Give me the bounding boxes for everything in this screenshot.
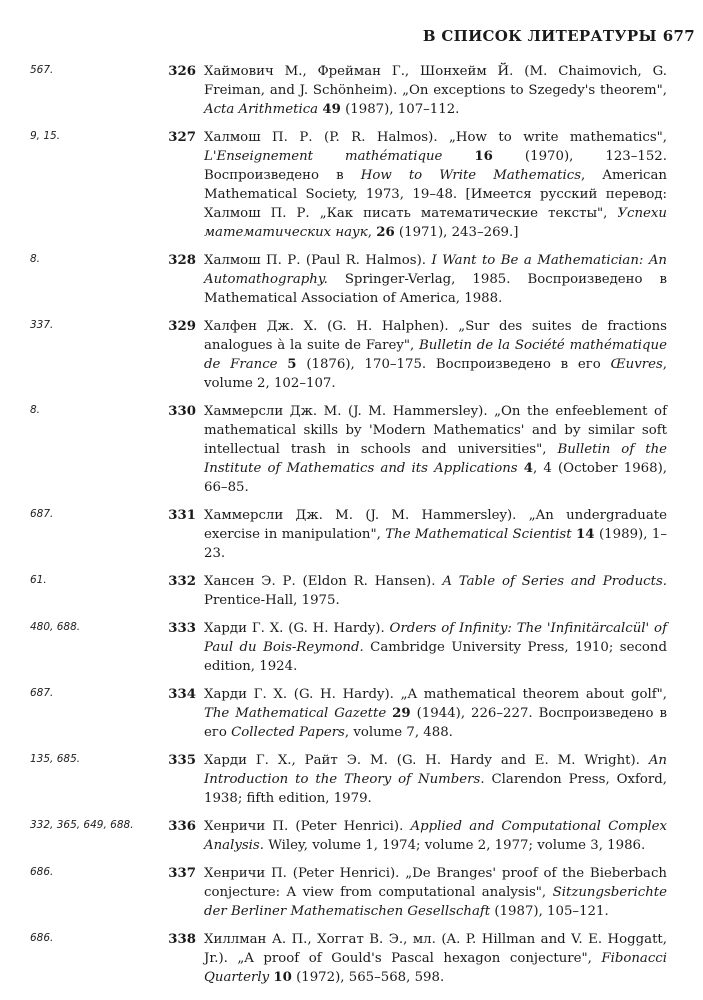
entry-text: Хенричи П. (Peter Henrici). Applied and Computational Complex Analysis. Wiley, volume 1, 1974; volume 2, 1977; volume 3, 1986. [204, 819, 667, 853]
entry-text: Хаймович М., Фрейман Г., Шонхейм Й. (M. Chaimovich, G. Freiman, and J. Schönheim). „On exceptions to Szegedy's theorem", Acta Arithmetica 49 (1987), 107–112. [204, 64, 667, 117]
running-head [423, 27, 695, 45]
entry-number: 328 [168, 253, 196, 268]
entry-number: 335 [168, 753, 196, 768]
entry-number: 337 [168, 866, 196, 881]
entry-text: Халфен Дж. Х. (G. H. Halphen). „Sur des suites de fractions analogues à la suite de Farey", Bulletin de la Société mathématique de France 5 (1876), 170–175. Воспроизведено в его Œuvres, volume 2, 102–107. [204, 319, 667, 391]
entry-number: 329 [168, 319, 196, 334]
cited-pages: 686. [30, 866, 54, 878]
cited-pages: 8. [30, 404, 41, 416]
cited-pages: 9, 15. [30, 130, 61, 142]
entry-text: Харди Г. Х. (G. H. Hardy). Orders of Infinity: The 'Infinitärcalcül' of Paul du Bois-Reymond. Cambridge University Press, 1910; second edition, 1924. [204, 621, 667, 674]
entry-text: Хенричи П. (Peter Henrici). „De Branges' proof of the Bieberbach conjecture: A view from computational analysis", Sitzungsberichte der Berliner Mathematischen Gesellschaft (1987), 105–121. [204, 866, 667, 919]
cited-pages: 687. [30, 508, 54, 520]
entry-text: Халмош П. Р. (Paul R. Halmos). I Want to Be a Mathematician: An Automathography. Springer-Verlag, 1985. Воспроизведено в Mathematical Association of America, 1988. [204, 253, 667, 306]
bib-entry-335 [0, 751, 703, 808]
cited-pages: 686. [30, 932, 54, 944]
cited-pages: 8. [30, 253, 41, 265]
entry-number: 338 [168, 932, 196, 947]
page-number: 677 [662, 27, 695, 45]
entry-text: Харди Г. Х. (G. H. Hardy). „A mathematical theorem about golf", The Mathematical Gazette 29 (1944), 226–227. Воспроизведено в его Collected Papers, volume 7, 488. [204, 687, 667, 740]
entry-number: 326 [168, 64, 196, 79]
cited-pages: 61. [30, 574, 47, 586]
entry-text: Халмош П. Р. (P. R. Halmos). „How to write mathematics", L'Enseignement mathématique 16 (1970), 123–152. Воспроизведено в How to Write Mathematics, American Mathematical Society, 1973, 19–48. [Имеется русский перевод: Халмош П. Р. „Как писать математические тексты", Успехи математических наук, 26 (1971), 243–269.] [204, 130, 667, 240]
entry-number: 334 [168, 687, 196, 702]
entry-text: Хаммерсли Дж. М. (J. M. Hammersley). „An undergraduate exercise in manipulation", The Mathematical Scientist 14 (1989), 1–23. [204, 508, 667, 561]
entry-text: Харди Г. Х., Райт Э. М. (G. H. Hardy and E. M. Wright). An Introduction to the Theory of Numbers. Clarendon Press, Oxford, 1938; fifth edition, 1979. [204, 753, 667, 806]
cited-pages: 480, 688. [30, 621, 81, 633]
entry-text: Хансен Э. Р. (Eldon R. Hansen). A Table of Series and Products. Prentice-Hall, 1975. [204, 574, 668, 608]
cited-pages: 135, 685. [30, 753, 81, 765]
entry-number: 331 [168, 508, 196, 523]
cited-pages: 337. [30, 319, 54, 331]
bib-entry-328 [0, 251, 703, 308]
bib-entry-334 [0, 685, 703, 742]
bib-entry-337 [0, 864, 703, 921]
entry-number: 332 [168, 574, 196, 589]
entry-text: Хаммерсли Дж. М. (J. M. Hammersley). „On the enfeeblement of mathematical skills by 'Modern Mathematics' and by similar soft intellectual trash in schools and universities", Bulletin of the Institute of Mathematics and its Applications 4, 4 (October 1968), 66–85. [204, 404, 667, 495]
bib-entry-329 [0, 317, 703, 393]
bib-entry-330 [0, 402, 703, 497]
entry-number: 333 [168, 621, 196, 636]
entry-number: 330 [168, 404, 196, 419]
bib-entry-336 [0, 817, 703, 855]
entry-text: Хиллман А. П., Хоггат В. Э., мл. (A. P. Hillman and V. E. Hoggatt, Jr.). „A proof of Gould's Pascal hexagon conjecture", Fibonacci Quarterly 10 (1972), 565–568, 598. [204, 932, 667, 985]
cited-pages: 332, 365, 649, 688. [30, 819, 134, 831]
running-head-title: В СПИСОК ЛИТЕРАТУРЫ [422, 27, 657, 45]
cited-pages: 687. [30, 687, 54, 699]
bib-entry-332 [0, 572, 703, 610]
cited-pages: 567. [30, 64, 54, 76]
bib-entry-331 [0, 506, 703, 563]
bib-entry-333 [0, 619, 703, 676]
bib-entry-327 [0, 128, 703, 242]
entry-number: 327 [168, 130, 196, 145]
bibliography-list [0, 62, 703, 996]
bib-entry-338 [0, 930, 703, 987]
entry-number: 336 [168, 819, 196, 834]
bib-entry-326 [0, 62, 703, 119]
